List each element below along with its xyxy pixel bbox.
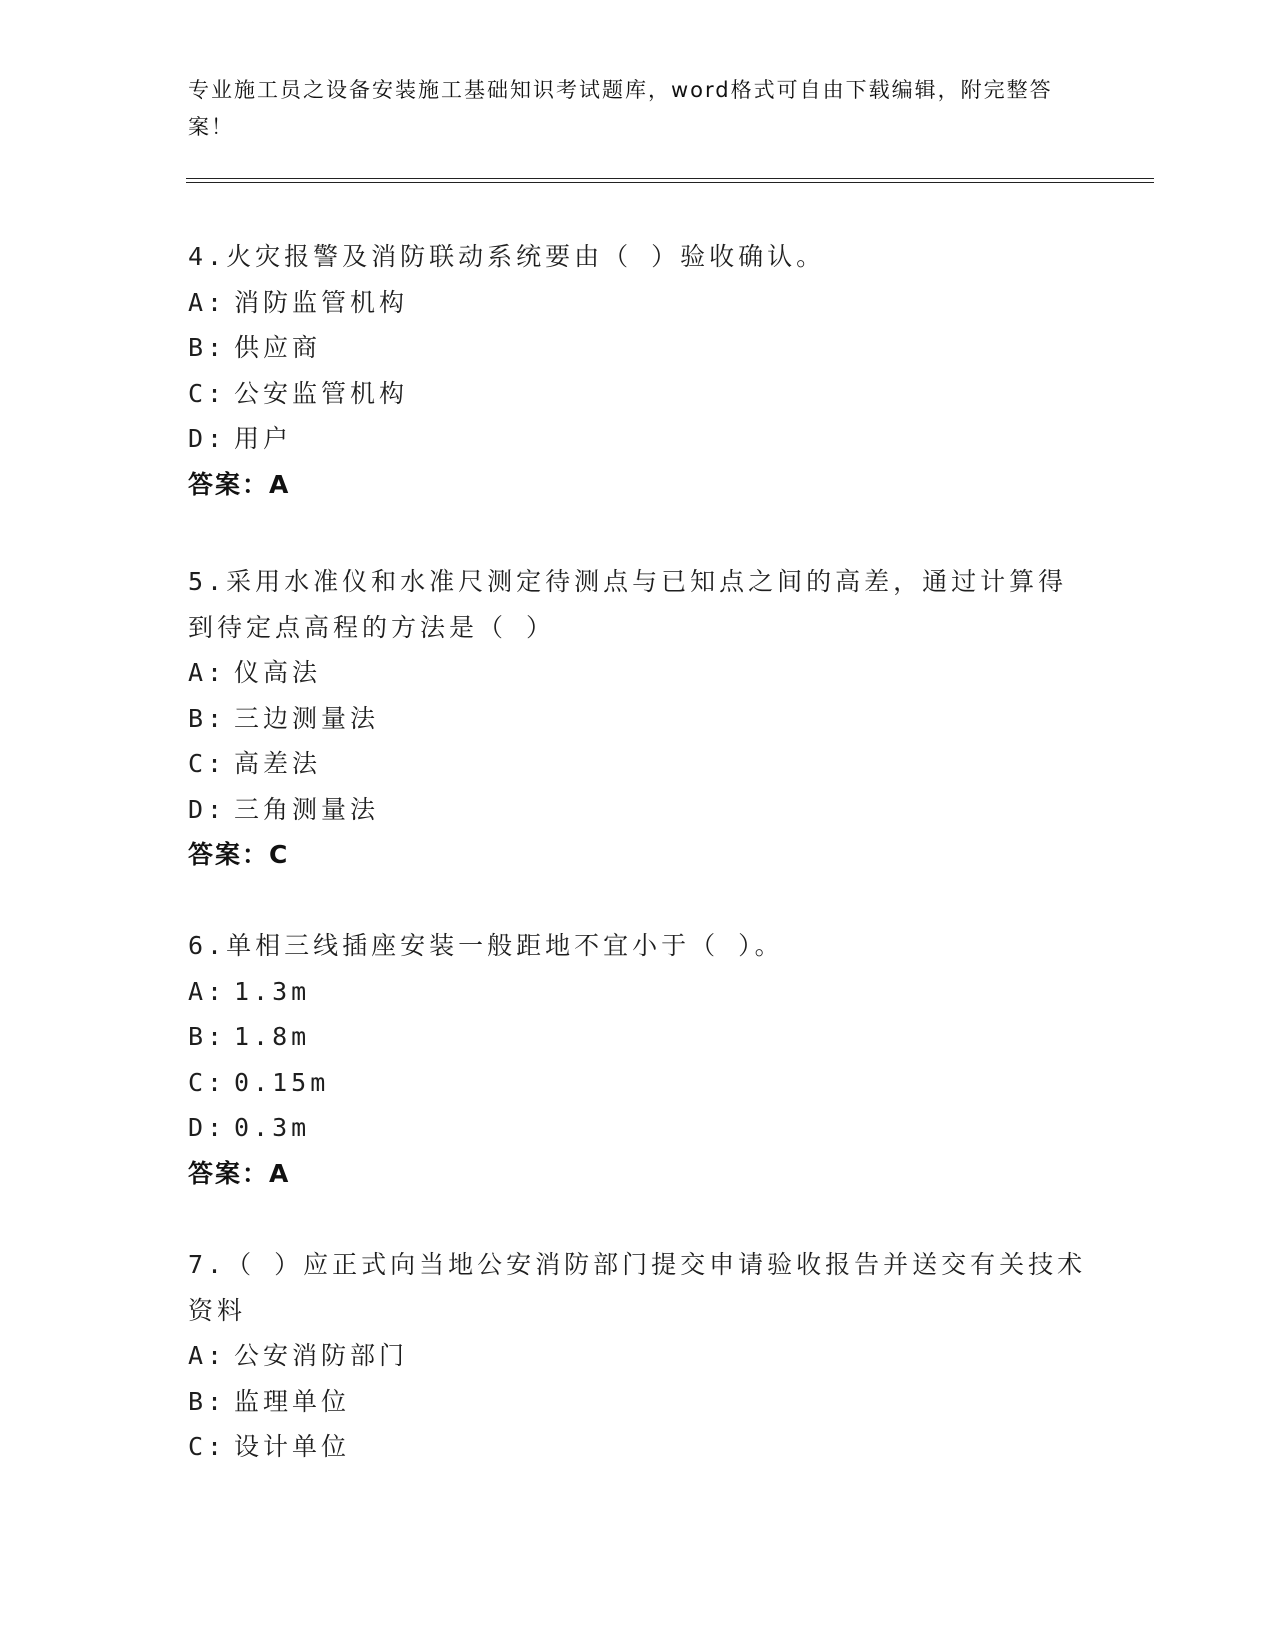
- option-letter: C:: [188, 378, 227, 408]
- option-letter: C:: [188, 749, 227, 778]
- answer-label: 答案：A: [188, 469, 291, 499]
- option-letter: D:: [188, 424, 227, 453]
- option-a: [188, 1333, 1088, 1379]
- option-text: 仪高法: [234, 658, 322, 687]
- option-a: [188, 650, 1088, 696]
- question-stem: 7.（ ）应正式向当地公安消防部门提交申请验收报告并送交有关技术: [188, 1250, 1087, 1279]
- option-d: [188, 416, 1088, 462]
- option-letter: A:: [188, 976, 227, 1006]
- option-b: [188, 696, 1088, 742]
- option-letter: C:: [188, 1067, 227, 1097]
- answer-label: 答案：A: [188, 1158, 291, 1188]
- option-text: 1.8m: [234, 1022, 311, 1051]
- option-a: [188, 969, 1088, 1015]
- option-d: [188, 1105, 1088, 1151]
- option-text: 0.15m: [234, 1067, 330, 1097]
- option-letter: B:: [188, 333, 227, 362]
- option-text: 三角测量法: [234, 794, 380, 824]
- question-stem: 4.火灾报警及消防联动系统要由（ ）验收确认。: [188, 242, 826, 271]
- question-stem-continued: 到待定点高程的方法是（ ）: [188, 612, 556, 642]
- option-letter: A:: [188, 658, 227, 687]
- option-text: 供应商: [234, 333, 322, 362]
- question-6: [188, 923, 1088, 1196]
- question-7: [188, 1242, 1088, 1470]
- document-header: 专业施工员之设备安装施工基础知识考试题库，word格式可自由下载编辑，附完整答案！: [188, 78, 1053, 139]
- option-c: [188, 741, 1088, 787]
- question-5: [188, 559, 1088, 878]
- option-a: [188, 280, 1088, 326]
- header-divider: [186, 178, 1154, 179]
- question-4: [188, 234, 1088, 507]
- option-text: 公安消防部门: [234, 1341, 409, 1370]
- option-text: 用户: [234, 424, 293, 453]
- option-letter: B:: [188, 703, 227, 733]
- option-text: 0.3m: [234, 1113, 311, 1142]
- question-stem: 5.采用水准仪和水准尺测定待测点与已知点之间的高差，通过计算得: [188, 567, 1068, 596]
- option-c: [188, 1424, 1088, 1470]
- option-letter: B:: [188, 1386, 227, 1416]
- option-letter: A:: [188, 287, 227, 317]
- option-text: 三边测量法: [234, 703, 380, 733]
- option-letter: A:: [188, 1341, 227, 1370]
- header-divider-double: [186, 182, 1154, 183]
- question-stem: 6.单相三线插座安装一般距地不宜小于（ ）。: [188, 931, 784, 960]
- option-letter: C:: [188, 1432, 227, 1461]
- option-letter: D:: [188, 1113, 227, 1142]
- answer-label: 答案：C: [188, 840, 290, 869]
- option-b: [188, 1379, 1088, 1425]
- option-b: [188, 1014, 1088, 1060]
- option-text: 高差法: [234, 749, 322, 778]
- option-text: 设计单位: [234, 1432, 351, 1461]
- option-text: 公安监管机构: [234, 378, 409, 408]
- option-letter: B:: [188, 1022, 227, 1051]
- option-d: [188, 787, 1088, 833]
- question-stem-continued: 资料: [188, 1295, 247, 1325]
- option-letter: D:: [188, 794, 227, 824]
- option-text: 1.3m: [234, 976, 311, 1006]
- option-c: [188, 1060, 1088, 1106]
- option-text: 消防监管机构: [234, 287, 409, 317]
- option-text: 监理单位: [234, 1386, 351, 1416]
- option-b: [188, 325, 1088, 371]
- option-c: [188, 371, 1088, 417]
